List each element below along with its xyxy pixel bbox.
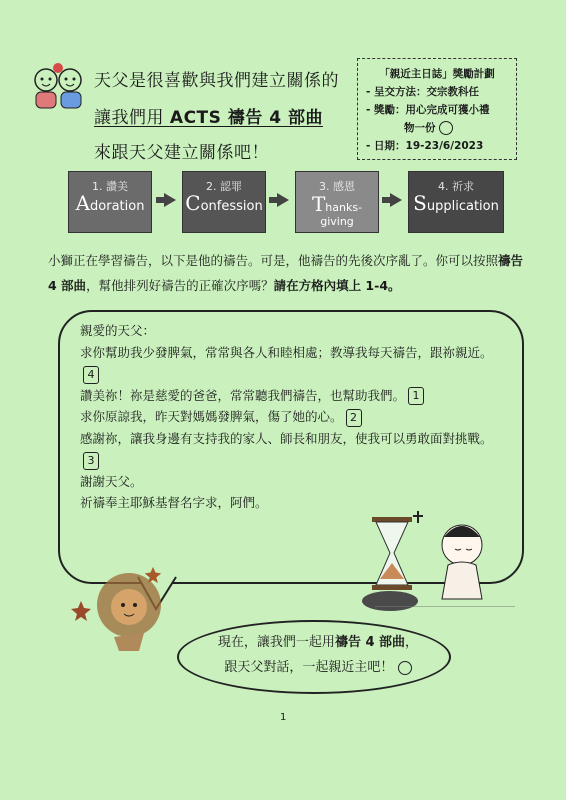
closing-line-1: 現在，讓我們一起用禱告 4 部曲， [217, 635, 419, 650]
step-number: 1. 讚美 [92, 180, 128, 193]
header-line-2-emphasis: ACTS 禱告 4 部曲 [169, 108, 323, 128]
arrow-icon [277, 193, 289, 207]
info-box-date: - 日期：19-23/6/2023 [366, 140, 484, 152]
leaf-icon [70, 600, 92, 622]
prayer-confession: 求你原諒我，昨天對媽媽發脾氣，傷了她的心。 2 [80, 406, 500, 428]
praying-child-illustration [360, 505, 500, 615]
prayer-praise: 讚美祢！祢是慈愛的爸爸，常常聽我們禱告，也幫助我們。 1 [80, 385, 500, 407]
arrow-icon [164, 193, 176, 207]
prayer-thanks: 感謝祢，讓我身邊有支持我的家人、師長和朋友，使我可以勇敢面對挑戰。3 [80, 428, 500, 471]
step-english: Supplication [413, 191, 499, 215]
prayer-close: 謝謝天父。 [80, 473, 143, 489]
smiley-icon [398, 661, 412, 675]
step-english: Confession [185, 191, 263, 215]
prayer-petition: 求你幫助我少發脾氣，常常與各人和睦相處；教導我每天禱告，跟祢親近。4 [80, 342, 500, 385]
step-number: 4. 祈求 [438, 180, 474, 193]
arrow-icon [390, 193, 402, 207]
prayer-text [80, 320, 500, 514]
step-english: Adoration [75, 191, 145, 215]
page-number: 1 [280, 712, 287, 723]
header-line-1: 天父是很喜歡與我們建立關係的 [94, 71, 339, 91]
closing-line-2: 跟天父對話，一起親近主吧！ [188, 655, 448, 680]
info-box-reward-2: 物一份 [404, 119, 516, 137]
step-thanksgiving [295, 171, 379, 233]
step-confession [182, 171, 266, 233]
info-box-reward: - 獎勵：用心完成可獲小禮 [366, 104, 490, 116]
header-line-2-prefix: 讓我們用 [94, 108, 170, 128]
header-line-2 [94, 103, 323, 128]
prayer-salutation: 親愛的天父： [80, 323, 156, 338]
step-adoration [68, 171, 152, 233]
info-box-submit: - 呈交方法：交宗教科任 [366, 86, 480, 98]
leaf-icon [144, 566, 162, 584]
step-number: 2. 認罪 [206, 180, 242, 193]
closing-message [188, 630, 448, 680]
step-supplication [408, 171, 504, 233]
instruction-text: 小獅正在學習禱告，以下是他的禱告。可是，他禱告的先後次序亂了。你可以按照禱告 4 部曲，幫他排列好禱告的正確次序嗎？請在方格內填上 1-4。 [48, 253, 524, 293]
info-box-title: 「親近主日誌」獎勵計劃 [379, 68, 495, 80]
smiley-icon [439, 121, 453, 135]
order-box[interactable]: 1 [408, 387, 424, 405]
reward-info-box [357, 58, 517, 160]
prayer-amen: 祈禱奉主耶穌基督名字求，阿們。 [80, 495, 268, 510]
header-line-3: 來跟天父建立關係吧！ [94, 143, 269, 163]
order-box[interactable]: 4 [83, 366, 99, 384]
step-english: Thanks-giving [311, 192, 363, 228]
order-box[interactable]: 2 [346, 409, 362, 427]
step-number: 3. 感恩 [319, 180, 355, 193]
illustration-caption [375, 606, 515, 625]
children-illustration [28, 62, 90, 112]
order-box[interactable]: 3 [83, 452, 99, 470]
